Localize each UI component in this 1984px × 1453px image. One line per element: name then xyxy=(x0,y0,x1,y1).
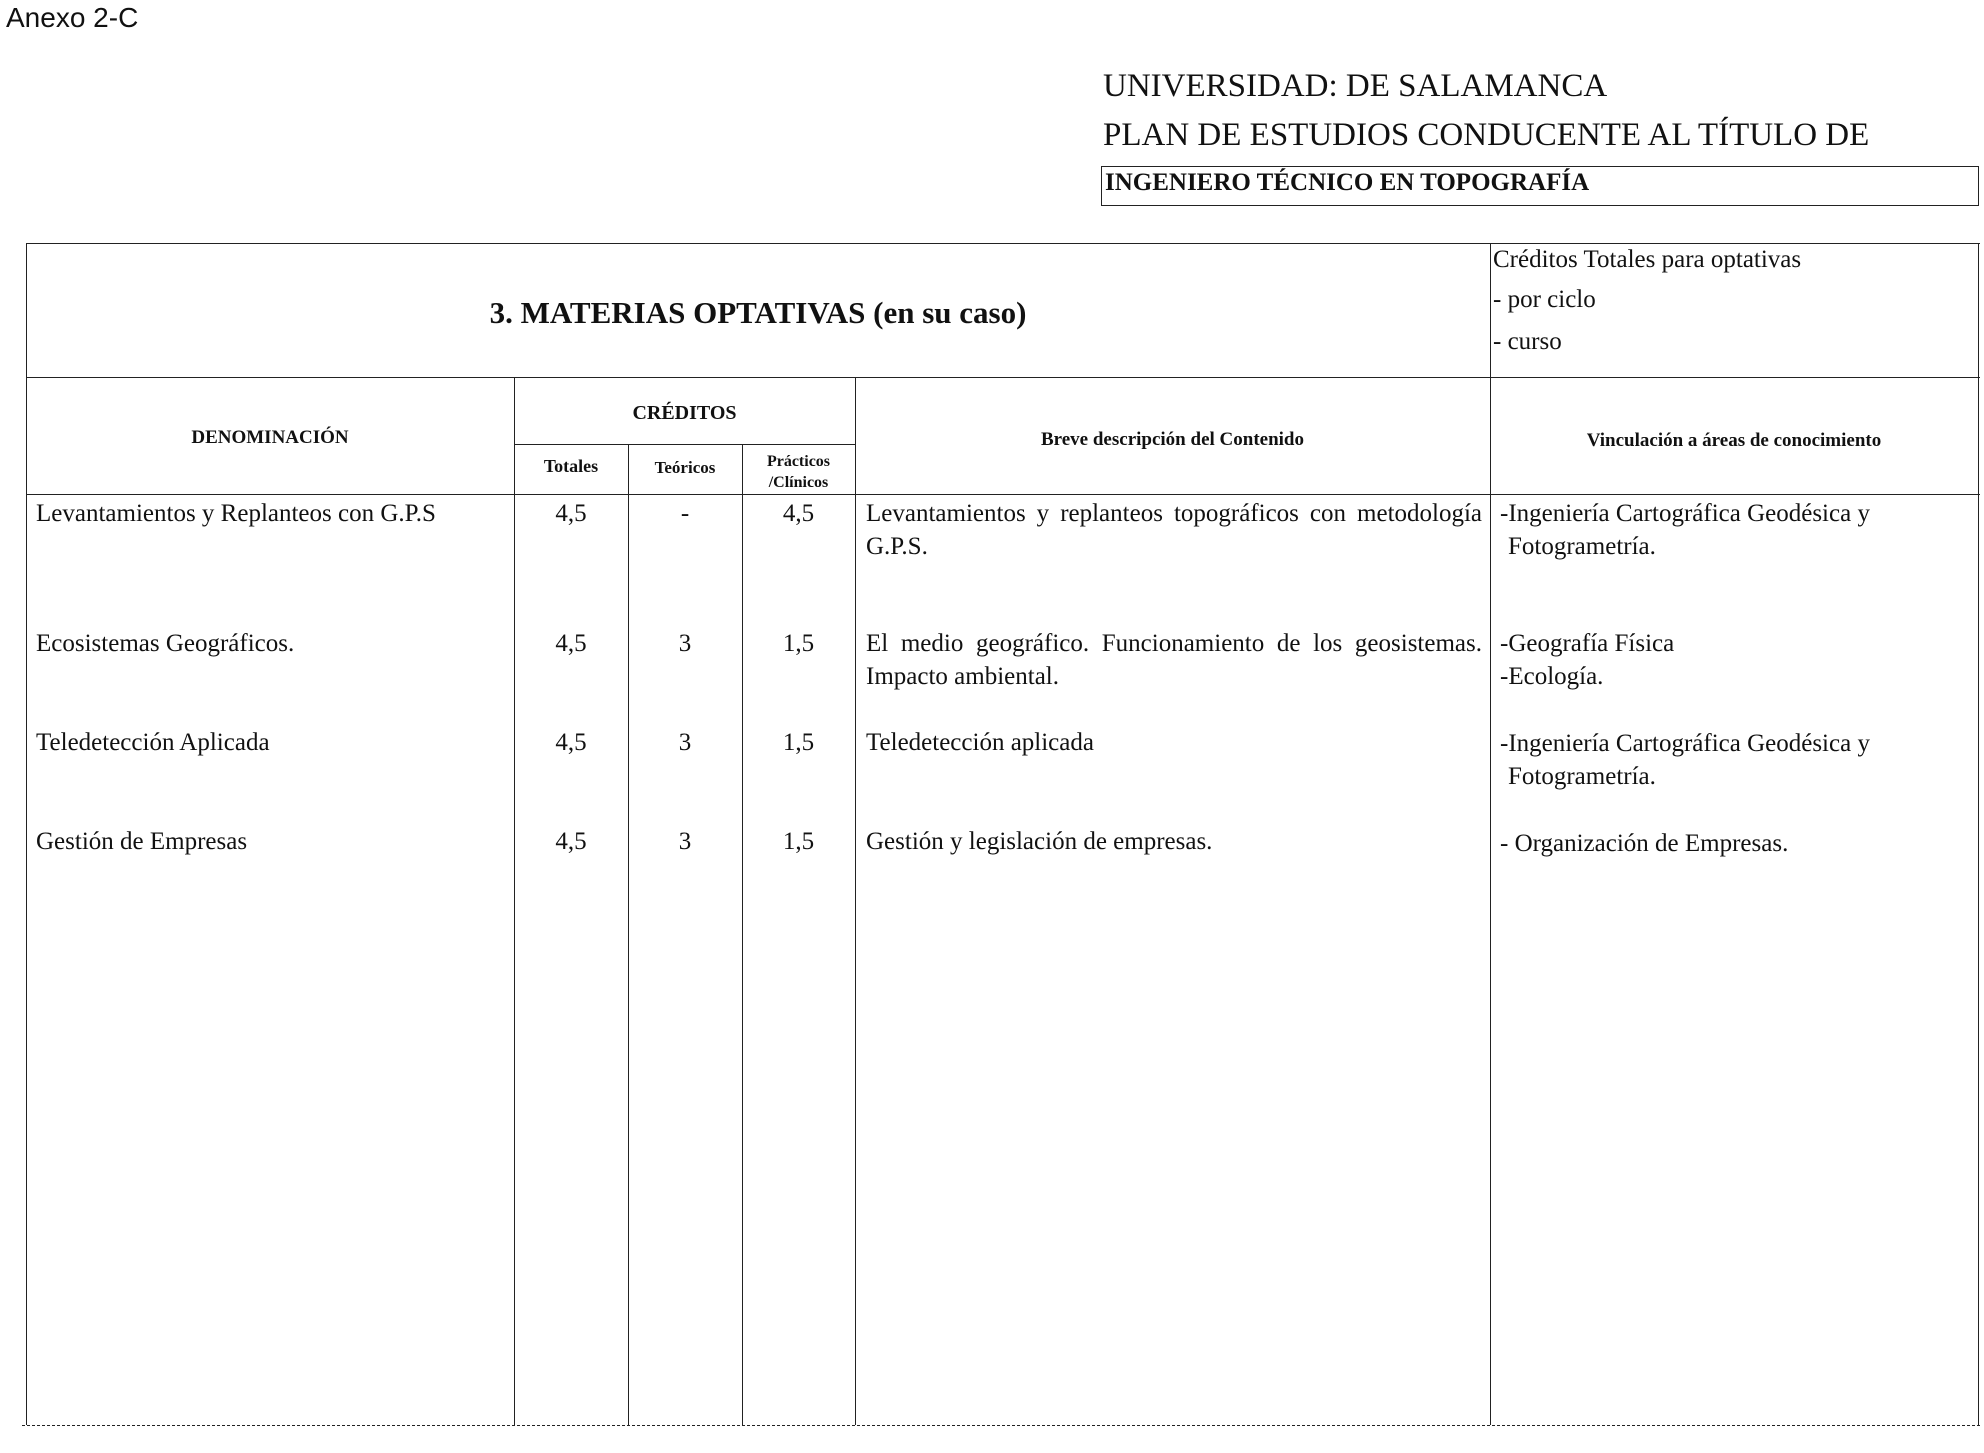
totals-right-border xyxy=(628,444,629,1425)
col-header-credits: CRÉDITOS xyxy=(632,402,737,424)
credits-total-label: Créditos Totales para optativas xyxy=(1493,246,1802,273)
col-header-areas: Vinculación a áreas de conocimiento xyxy=(1586,430,1882,451)
knowledge-area: -Ingeniería Cartográfica Geodésica y xyxy=(1500,730,1870,757)
credits-right-border xyxy=(855,377,856,1425)
credits-theoretical: 3 xyxy=(678,729,692,756)
col-header-denomination: DENOMINACIÓN xyxy=(191,427,349,448)
credits-per-course: - curso xyxy=(1493,328,1562,355)
col-header-description: Breve descripción del Contenido xyxy=(1040,429,1304,450)
university-name: UNIVERSIDAD: DE SALAMANCA xyxy=(1103,68,1608,104)
areas-column-border xyxy=(1490,243,1491,1425)
credits-totals: 4,5 xyxy=(555,630,587,657)
content-description: Teledetección aplicada xyxy=(866,729,1094,756)
credits-practical: 4,5 xyxy=(782,500,815,527)
degree-title-box xyxy=(1101,166,1979,206)
knowledge-area: -Geografía Física xyxy=(1500,630,1675,657)
credits-practical: 1,5 xyxy=(782,828,815,855)
content-description: Levantamientos y replanteos topográficos con metodología G.P.S. xyxy=(866,500,1482,560)
subject-name: Levantamientos y Replanteos con G.P.S xyxy=(36,500,436,527)
content-description: Gestión y legislación de empresas. xyxy=(866,828,1213,855)
credits-practical: 1,5 xyxy=(782,729,815,756)
credits-theoretical: - xyxy=(680,500,690,527)
knowledge-area: -Ingeniería Cartográfica Geodésica y xyxy=(1500,500,1870,527)
annex-label: Anexo 2-C xyxy=(6,2,139,33)
subject-name: Gestión de Empresas xyxy=(36,828,248,855)
knowledge-area: Fotogrametría. xyxy=(1508,763,1656,790)
credits-per-cycle: - por ciclo xyxy=(1493,286,1596,313)
credits-theoretical: 3 xyxy=(678,828,692,855)
subject-name: Teledetección Aplicada xyxy=(36,729,270,756)
header-bottom-border xyxy=(26,494,1980,495)
table-bottom-border xyxy=(22,1425,1980,1426)
credits-practical: 1,5 xyxy=(782,630,815,657)
col-header-practical: Prácticos /Clínicos xyxy=(766,453,831,491)
knowledge-area: Fotogrametría. xyxy=(1508,533,1656,560)
knowledge-area: -Ecología. xyxy=(1500,663,1604,690)
section-title: 3. MATERIAS OPTATIVAS (en su caso) xyxy=(489,295,1027,330)
credits-left-border xyxy=(514,377,515,1425)
credits-subheader-divider xyxy=(514,444,855,445)
degree-title: INGENIERO TÉCNICO EN TOPOGRAFÍA xyxy=(1105,169,1590,196)
theoretical-right-border xyxy=(742,444,743,1425)
subject-name: Ecosistemas Geográficos. xyxy=(36,630,295,657)
table-top-border xyxy=(26,243,1980,244)
credits-totals: 4,5 xyxy=(555,828,587,855)
table-right-border xyxy=(1978,243,1979,1425)
credits-totals: 4,5 xyxy=(555,729,587,756)
knowledge-area: - Organización de Empresas. xyxy=(1500,830,1789,857)
section-divider xyxy=(26,377,1980,378)
table-left-border xyxy=(26,243,27,1425)
credits-totals: 4,5 xyxy=(555,500,587,527)
study-plan-title: PLAN DE ESTUDIOS CONDUCENTE AL TÍTULO DE xyxy=(1103,117,1870,153)
col-header-totals: Totales xyxy=(543,456,599,476)
col-header-theoretical: Teóricos xyxy=(654,458,716,477)
content-description: El medio geográfico. Funcionamiento de los geosistemas. Impacto ambiental. xyxy=(866,630,1482,690)
credits-theoretical: 3 xyxy=(678,630,692,657)
